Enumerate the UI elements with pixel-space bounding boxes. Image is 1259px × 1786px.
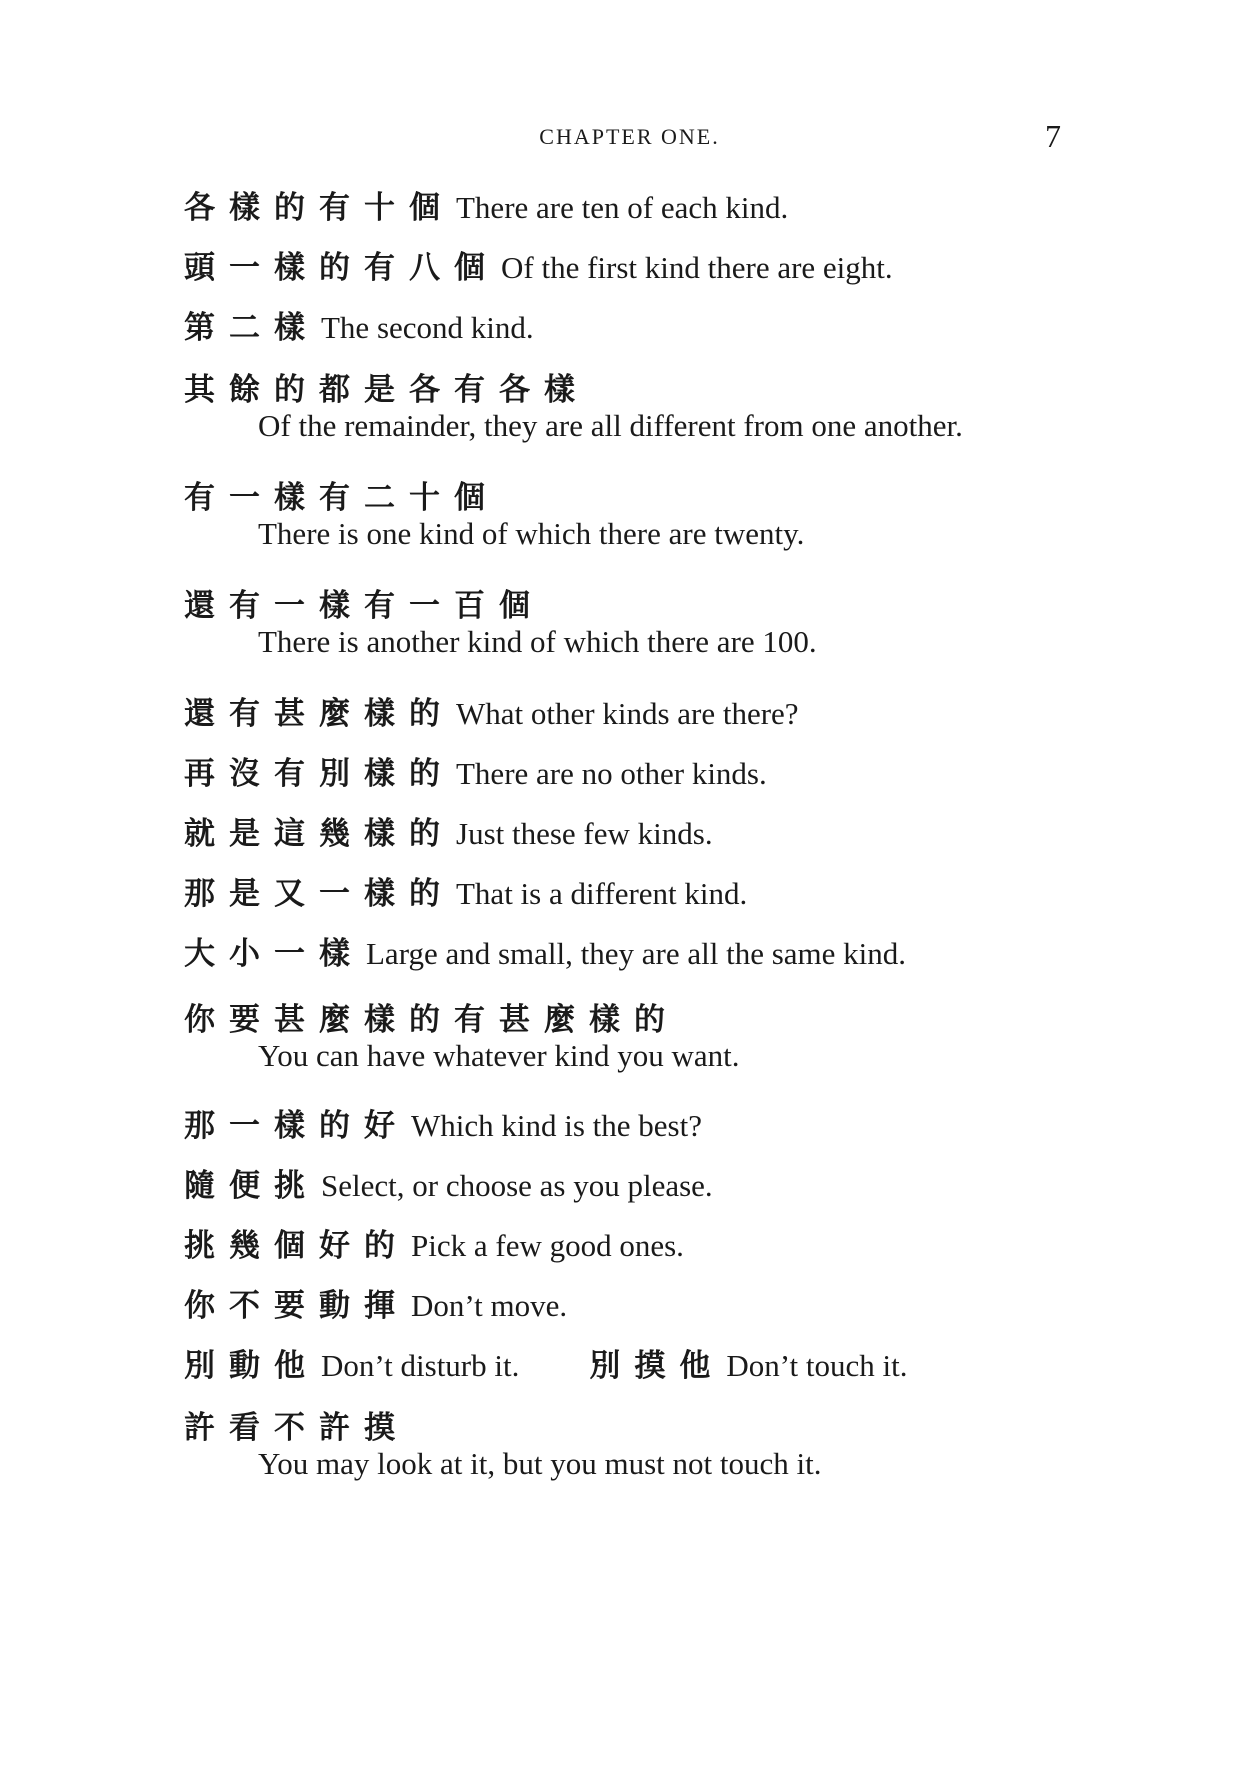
chinese-text: 各樣的有十個 — [184, 190, 454, 226]
phrase-entry — [184, 242, 1084, 302]
phrase-list — [184, 182, 1084, 1510]
phrase-entry — [184, 748, 1084, 808]
english-translation: That is a different kind. — [456, 876, 748, 911]
chinese-text: 許看不許摸 — [184, 1410, 409, 1446]
chinese-text: 那是又一樣的 — [184, 876, 454, 912]
english-translation: Don’t disturb it. — [321, 1348, 520, 1383]
english-translation: There are ten of each kind. — [456, 190, 789, 225]
chinese-text: 再沒有別樣的 — [184, 756, 454, 792]
english-translation: Don’t move. — [411, 1288, 568, 1323]
chinese-text: 其餘的都是各有各樣 — [184, 372, 589, 408]
english-translation: Large and small, they are all the same kind. — [366, 936, 907, 971]
english-translation: You may look at it, but you must not touch it. — [258, 1446, 822, 1481]
chinese-text: 還有甚麼樣的 — [184, 696, 454, 732]
english-translation: There is one kind of which there are twenty. — [258, 516, 805, 551]
english-translation: Pick a few good ones. — [411, 1228, 684, 1263]
chinese-text: 別摸他 — [589, 1348, 725, 1384]
phrase-entry — [184, 302, 1084, 364]
phrase-entry — [184, 1100, 1084, 1160]
phrase-entry — [184, 1220, 1084, 1280]
chinese-text: 別動他 — [184, 1348, 319, 1384]
phrase-entry — [184, 580, 1084, 688]
chinese-text: 挑幾個好的 — [184, 1228, 409, 1264]
english-translation: Which kind is the best? — [411, 1108, 702, 1143]
chinese-text: 大小一樣 — [184, 936, 364, 972]
phrase-entry — [184, 688, 1084, 748]
page-header — [0, 118, 1259, 158]
chinese-text: 就是這幾樣的 — [184, 816, 454, 852]
chinese-text: 有一樣有二十個 — [184, 480, 499, 516]
english-translation: Just these few kinds. — [456, 816, 713, 851]
english-translation: Of the first kind there are eight. — [501, 250, 893, 285]
page-number: 7 — [1045, 118, 1061, 154]
english-translation: What other kinds are there? — [456, 696, 799, 731]
chinese-text: 那一樣的好 — [184, 1108, 409, 1144]
phrase-entry-pair — [184, 1340, 1084, 1402]
english-translation: There is another kind of which there are 100. — [258, 624, 817, 659]
phrase-entry — [184, 868, 1084, 928]
english-translation: Don’t touch it. — [726, 1348, 908, 1383]
chinese-text: 還有一樣有一百個 — [184, 588, 544, 624]
chinese-text: 頭一樣的有八個 — [184, 250, 499, 286]
phrase-entry — [184, 1280, 1084, 1340]
running-head: CHAPTER ONE. — [539, 124, 720, 149]
phrase-entry — [184, 182, 1084, 242]
phrase-entry — [184, 364, 1084, 472]
chinese-text: 第二樣 — [184, 310, 319, 346]
phrase-entry — [184, 1402, 1084, 1510]
chinese-text: 隨便挑 — [184, 1168, 319, 1204]
phrase-entry — [184, 928, 1084, 994]
chinese-text: 你不要動揮 — [184, 1288, 409, 1324]
english-translation: There are no other kinds. — [456, 756, 767, 791]
english-translation: You can have whatever kind you want. — [258, 1038, 740, 1073]
phrase-entry — [184, 472, 1084, 580]
phrase-entry — [184, 1160, 1084, 1220]
phrase-entry — [184, 994, 1084, 1100]
chinese-text: 你要甚麼樣的有甚麼樣的 — [184, 1002, 679, 1038]
english-translation: Of the remainder, they are all different from one another. — [258, 408, 963, 443]
english-translation: The second kind. — [321, 310, 534, 345]
phrase-entry — [184, 808, 1084, 868]
english-translation: Select, or choose as you please. — [321, 1168, 713, 1203]
